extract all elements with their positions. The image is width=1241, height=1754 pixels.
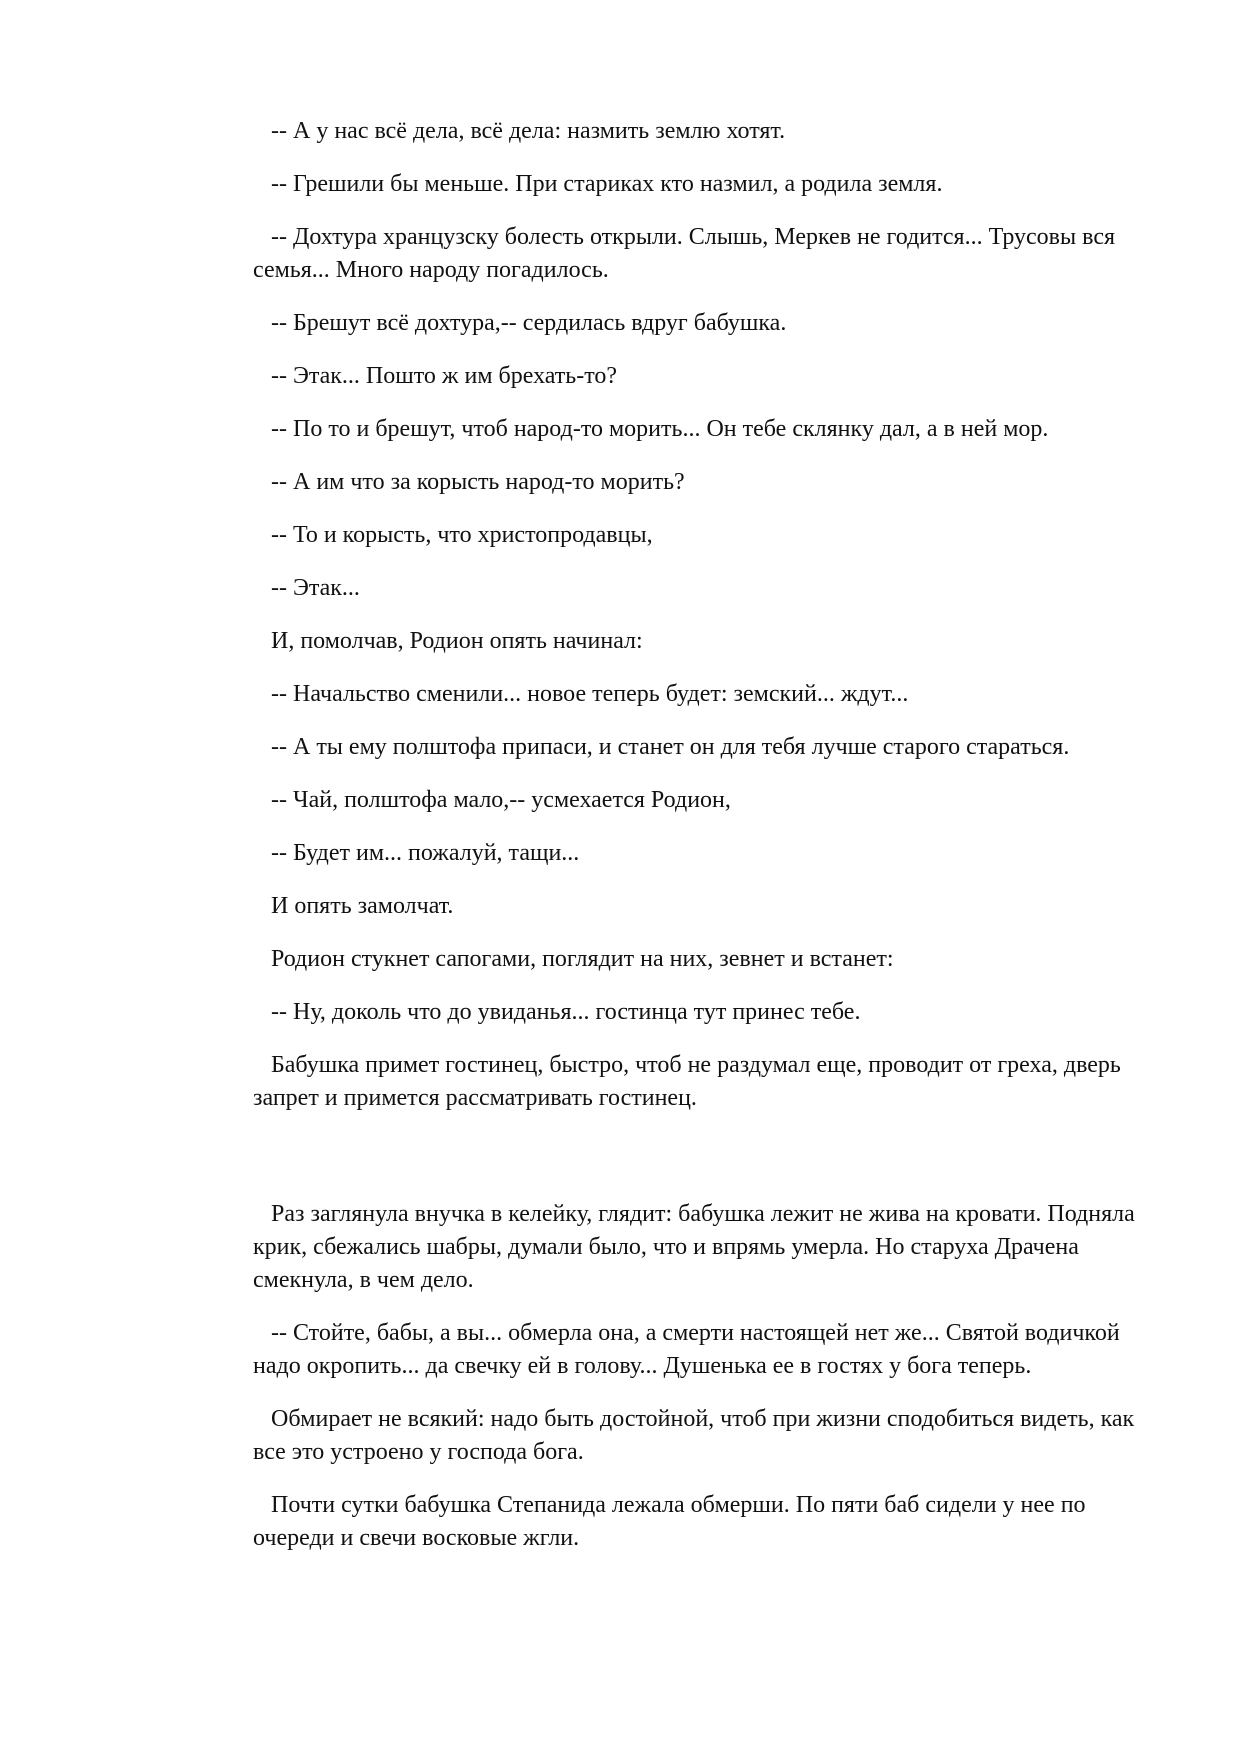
paragraph: -- Чай, полштофа мало,-- усмехается Родион, <box>271 787 731 813</box>
paragraph: Почти сутки бабушка Степанида лежала обмерши. По пяти баб сидели у нее по очереди и свечи восковые жгли. <box>253 1492 1086 1551</box>
paragraph: -- А ты ему полштофа припаси, и станет он для тебя лучше старого стараться. <box>271 734 1070 760</box>
paragraph: -- А у нас всё дела, всё дела: назмить землю хотят. <box>271 118 786 144</box>
paragraph: И, помолчав, Родион опять начинал: <box>271 628 643 654</box>
paragraph: -- А им что за корысть народ-то морить? <box>271 469 685 495</box>
paragraph: -- То и корысть, что христопродавцы, <box>271 522 653 548</box>
paragraph: Обмирает не всякий: надо быть достойной, чтоб при жизни сподобиться видеть, как все это устроено у господа бога. <box>253 1406 1135 1465</box>
paragraph: Раз заглянула внучка в келейку, глядит: бабушка лежит не жива на кровати. Подняла крик, сбежались шабры, думали было, что и впрямь умерла. Но старуха Драчена смекнула, в чем дело. <box>253 1201 1135 1293</box>
paragraph: -- Начальство сменили... новое теперь будет: земский... ждут... <box>271 681 909 707</box>
paragraph: -- Этак... <box>271 575 360 601</box>
paragraph: -- Ну, доколь что до увиданья... гостинца тут принес тебе. <box>271 999 861 1025</box>
text-section-2 <box>253 1198 1143 1575</box>
paragraph: -- Брешут всё дохтура,-- сердилась вдруг бабушка. <box>271 310 787 336</box>
paragraph: Бабушка примет гостинец, быстро, чтоб не раздумал еще, проводит от греха, дверь запрет и примется рассматривать гостинец. <box>253 1052 1121 1111</box>
paragraph: И опять замолчат. <box>271 893 454 919</box>
paragraph: -- По то и брешут, чтоб народ-то морить... Он тебе склянку дал, а в ней мор. <box>271 416 1049 442</box>
paragraph: -- Этак... Пошто ж им брехать-то? <box>271 363 618 389</box>
text-section-1 <box>253 115 1143 1135</box>
paragraph: -- Стойте, бабы, а вы... обмерла она, а смерти настоящей нет же... Святой водичкой надо окропить... да свечку ей в голову... Душенька ее в гостях у бога теперь. <box>253 1320 1120 1379</box>
paragraph: -- Будет им... пожалуй, тащи... <box>271 840 580 866</box>
paragraph: -- Дохтура хранцузску болесть открыли. Слышь, Меркев не годится... Трусовы вся семья... Много народу погадилось. <box>253 224 1116 283</box>
paragraph: Родион стукнет сапогами, поглядит на них, зевнет и встанет: <box>271 946 894 972</box>
paragraph: -- Грешили бы меньше. При стариках кто назмил, а родила земля. <box>271 171 943 197</box>
